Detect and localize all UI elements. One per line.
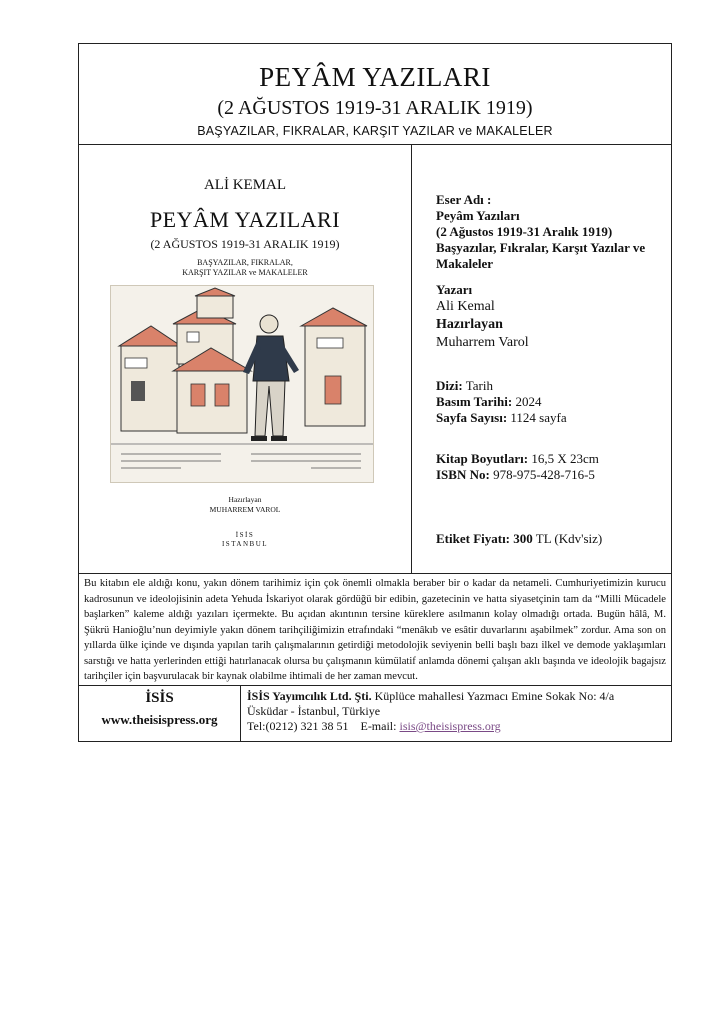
- info-size-block: [436, 451, 663, 483]
- cartoon-illustration: [111, 286, 373, 482]
- page-dates: (2 AĞUSTOS 1919-31 ARALIK 1919): [217, 97, 533, 119]
- boyut-value: 16,5 X 23cm: [531, 451, 599, 466]
- info-author-block: [436, 282, 663, 352]
- footer-email-link[interactable]: isis@theisispress.org: [399, 719, 501, 733]
- fiyat-amount: 300: [513, 531, 533, 546]
- basim-value: 2024: [515, 394, 542, 409]
- info-price-block: [436, 531, 663, 547]
- cover-prepared-label: Hazırlayan: [228, 495, 262, 504]
- footer-tel: Tel:(0212) 321 38 51: [247, 719, 349, 733]
- hazirlayan-value: Muharrem Varol: [436, 335, 529, 350]
- dizi-label: Dizi:: [436, 378, 463, 393]
- info-sheet: [78, 43, 672, 742]
- cover-city: ISTANBUL: [221, 540, 269, 548]
- footer-contact: [241, 686, 671, 741]
- cover-prepared-name: MUHARREM VAROL: [209, 505, 281, 514]
- yazar-label: Yazarı: [436, 282, 473, 297]
- cover-title: PEYÂM YAZILARI: [149, 207, 341, 232]
- publisher-footer: [79, 686, 671, 741]
- cover-publisher: [79, 531, 411, 549]
- dizi-value: Tarih: [465, 378, 493, 393]
- footer-company: İSİS Yayımcılık Ltd. Şti.: [247, 689, 372, 703]
- hazirlayan-label: Hazırlayan: [436, 317, 503, 332]
- basim-label: Basım Tarihi:: [436, 394, 513, 409]
- footer-address2: Üsküdar - İstanbul, Türkiye: [247, 704, 381, 718]
- footer-brand-cell: [79, 686, 241, 741]
- fiyat-label: Etiket Fiyatı:: [436, 531, 511, 546]
- footer-email-label: E-mail:: [360, 719, 397, 733]
- cover-subtitle-line2: KARŞIT YAZILAR ve MAKALELER: [182, 268, 308, 277]
- eser-label: Eser Adı :: [436, 192, 492, 207]
- info-title-block: [436, 192, 663, 272]
- cover-subtitle-line1: BAŞYAZILAR, FIKRALAR,: [197, 258, 293, 267]
- boyut-label: Kitap Boyutları:: [436, 451, 529, 466]
- cover-publisher-name: İSİS: [235, 531, 255, 539]
- cover-author: ALİ KEMAL: [203, 177, 287, 193]
- eser-line1: Peyâm Yazıları: [436, 208, 520, 223]
- cover-illustration: [110, 285, 374, 483]
- sheet-header: [79, 44, 671, 145]
- page-subtitle: BAŞYAZILAR, FIKRALAR, KARŞIT YAZILAR ve MAKALELER: [197, 124, 553, 138]
- isbn-label: ISBN No:: [436, 467, 490, 482]
- info-series-block: [436, 378, 663, 426]
- eser-line2: (2 Ağustos 1919-31 Aralık 1919): [436, 224, 613, 239]
- cover-prepared-by: [79, 495, 411, 515]
- book-cover: [79, 145, 412, 573]
- footer-address1: Küplüce mahallesi Yazmacı Emine Sokak No: 4/a: [374, 689, 615, 703]
- book-description: Bu kitabın ele aldığı konu, yakın dönem tarihimiz için çok önemli olmakla beraber bir o kadar da netameli. Cumhuriyetimizin kurucu kadrosunun ve ideolojisinin adeta Yehuda İskariyot olarak gördüğü bir edibin, gazetecinin ve hatta siyasetçinin tam da “Milli Mücadele başlarken” kaleme aldığı yazıları içermekte. Bu açıdan akıntının tersine küreklere asılmanın kolay olmadığı ortada. Bugün hâlâ, M. Şükrü Hanioğlu’nun deyimiyle yakın dönem tarihçiliğimizin etrafındaki “menâkıb ve esâtir duvarlarını aşabilmek” zordur. Ama son on yıllarda ülke içinde ve dışında yapılan tarih çalışmalarının getirdiği metodolojik seviyenin belli başlı bazı ilkel ve demode yaklaşımları sarstığı ve hatta yerlerinden ettiği hatırlanacak olursa bu çalışmanın kümülatif anlamda dönemi çalışan aklı başında ve ideolojik bagajsız tarihçiler için başvurulacak bir kaynak olabilme ihtimali de her zaman mevcut.: [79, 574, 671, 686]
- sayfa-label: Sayfa Sayısı:: [436, 410, 508, 425]
- isbn-value: 978-975-428-716-5: [493, 467, 595, 482]
- page-title: PEYÂM YAZILARI: [259, 62, 491, 92]
- fiyat-suffix: TL (Kdv'siz): [535, 531, 603, 546]
- eser-line3: Başyazılar, Fıkralar, Karşıt Yazılar ve Makaleler: [436, 240, 646, 271]
- sayfa-value: 1124 sayfa: [510, 410, 567, 425]
- yazar-value: Ali Kemal: [436, 299, 495, 314]
- footer-brand: İSİS: [145, 690, 174, 706]
- cover-dates: (2 AĞUSTOS 1919-31 ARALIK 1919): [150, 237, 340, 251]
- book-info: [412, 145, 671, 573]
- cover-subtitle: [79, 258, 411, 278]
- footer-website[interactable]: www.theisispress.org: [101, 712, 218, 727]
- middle-section: [79, 145, 671, 574]
